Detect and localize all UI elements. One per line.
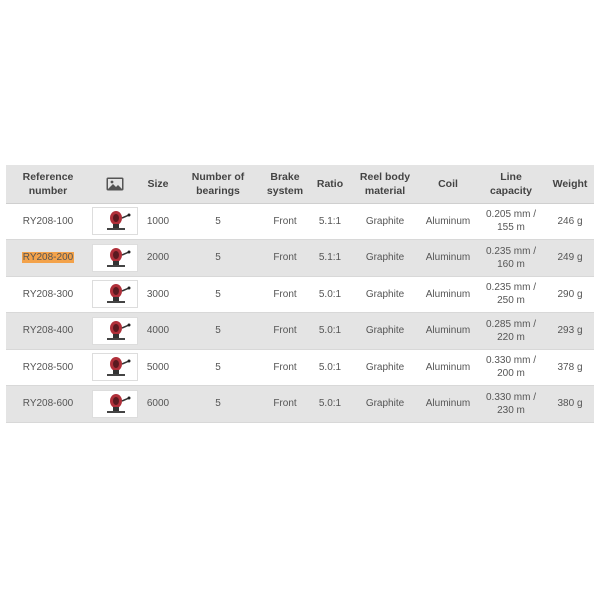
- cell-weight: 378 g: [557, 361, 583, 373]
- cell-size: 1000: [146, 215, 170, 227]
- reference-text: RY208-300: [22, 288, 74, 300]
- cell-ratio: 5.1:1: [318, 252, 342, 264]
- cell-reference: [6, 313, 90, 350]
- header-reference: Reference number: [6, 165, 90, 203]
- line-2: 220 m: [497, 331, 525, 343]
- cell-body: Graphite: [365, 361, 405, 373]
- cell-reference: [6, 203, 90, 240]
- header-image: [90, 165, 140, 203]
- cell-size: 2000: [146, 252, 170, 264]
- cell-weight: 290 g: [557, 288, 583, 300]
- cell-weight: 293 g: [557, 325, 583, 337]
- cell-size: 4000: [146, 325, 170, 337]
- header-ratio: Ratio: [310, 165, 350, 203]
- cell-ratio: 5.0:1: [318, 361, 342, 373]
- cell-reference: [6, 276, 90, 313]
- cell-body: Graphite: [365, 398, 405, 410]
- cell-brake: Front: [273, 361, 297, 373]
- specs-table-container: [6, 165, 594, 423]
- cell-body: Graphite: [365, 215, 405, 227]
- cell-bearings: 5: [215, 288, 221, 300]
- cell-bearings: 5: [215, 252, 221, 264]
- reel-thumbnail[interactable]: [92, 390, 138, 418]
- cell-size: 5000: [146, 361, 170, 373]
- reel-thumbnail[interactable]: [92, 244, 138, 272]
- line-1: 0.285 mm /: [485, 318, 537, 330]
- fishing-reel-icon: [93, 318, 137, 344]
- cell-reference: [6, 240, 90, 277]
- line-2: 160 m: [497, 258, 525, 270]
- cell-coil: Aluminum: [425, 288, 471, 300]
- reel-thumbnail[interactable]: [92, 280, 138, 308]
- fishing-reel-icon: [93, 281, 137, 307]
- header-body: Reel body material: [350, 165, 420, 203]
- cell-body: Graphite: [365, 252, 405, 264]
- table-row: [6, 349, 594, 386]
- cell-size: 3000: [146, 288, 170, 300]
- cell-line: [476, 276, 546, 313]
- cell-image: [90, 240, 140, 277]
- line-2: 250 m: [497, 295, 525, 307]
- reel-thumbnail[interactable]: [92, 353, 138, 381]
- table-row: [6, 203, 594, 240]
- cell-ratio: 5.0:1: [318, 325, 342, 337]
- cell-line: [476, 203, 546, 240]
- line-1: 0.235 mm /: [485, 245, 537, 257]
- reference-text: RY208-200: [22, 252, 74, 264]
- header-coil: Coil: [420, 165, 476, 203]
- fishing-reel-icon: [93, 208, 137, 234]
- line-2: 230 m: [497, 404, 525, 416]
- header-size: Size: [140, 165, 176, 203]
- cell-ratio: 5.0:1: [318, 398, 342, 410]
- cell-line: [476, 240, 546, 277]
- header-bearings: Number of bearings: [176, 165, 260, 203]
- line-1: 0.205 mm /: [485, 209, 537, 221]
- cell-line: [476, 313, 546, 350]
- cell-coil: Aluminum: [425, 398, 471, 410]
- cell-line: [476, 349, 546, 386]
- cell-ratio: 5.1:1: [318, 215, 342, 227]
- cell-weight: 246 g: [557, 215, 583, 227]
- header-row: [6, 165, 594, 203]
- cell-line: [476, 386, 546, 423]
- table-row: [6, 276, 594, 313]
- reel-thumbnail[interactable]: [92, 207, 138, 235]
- fishing-reel-icon: [93, 245, 137, 271]
- cell-image: [90, 313, 140, 350]
- cell-image: [90, 276, 140, 313]
- cell-coil: Aluminum: [425, 252, 471, 264]
- table-row: [6, 386, 594, 423]
- reference-text: RY208-100: [22, 215, 74, 227]
- cell-weight: 249 g: [557, 252, 583, 264]
- cell-bearings: 5: [215, 325, 221, 337]
- cell-reference: [6, 349, 90, 386]
- cell-brake: Front: [273, 252, 297, 264]
- header-line: Line capacity: [476, 165, 546, 203]
- cell-image: [90, 349, 140, 386]
- line-1: 0.330 mm /: [485, 391, 537, 403]
- reference-text: RY208-500: [22, 361, 74, 373]
- cell-coil: Aluminum: [425, 325, 471, 337]
- cell-body: Graphite: [365, 288, 405, 300]
- cell-coil: Aluminum: [425, 361, 471, 373]
- line-1: 0.330 mm /: [485, 355, 537, 367]
- line-1: 0.235 mm /: [485, 282, 537, 294]
- fishing-reel-icon: [93, 354, 137, 380]
- specs-table: [6, 165, 594, 423]
- table-row: [6, 313, 594, 350]
- header-weight: Weight: [546, 165, 594, 203]
- image-icon: [106, 177, 124, 191]
- cell-ratio: 5.0:1: [318, 288, 342, 300]
- cell-brake: Front: [273, 398, 297, 410]
- cell-bearings: 5: [215, 215, 221, 227]
- cell-image: [90, 386, 140, 423]
- line-2: 200 m: [497, 368, 525, 380]
- cell-image: [90, 203, 140, 240]
- cell-brake: Front: [273, 288, 297, 300]
- cell-body: Graphite: [365, 325, 405, 337]
- reference-text: RY208-600: [22, 398, 74, 410]
- header-brake: Brake system: [260, 165, 310, 203]
- cell-reference: [6, 386, 90, 423]
- reference-text: RY208-400: [22, 325, 74, 337]
- table-row: [6, 240, 594, 277]
- cell-size: 6000: [146, 398, 170, 410]
- cell-brake: Front: [273, 325, 297, 337]
- cell-coil: Aluminum: [425, 215, 471, 227]
- cell-brake: Front: [273, 215, 297, 227]
- line-2: 155 m: [497, 222, 525, 234]
- cell-bearings: 5: [215, 361, 221, 373]
- cell-bearings: 5: [215, 398, 221, 410]
- cell-weight: 380 g: [557, 398, 583, 410]
- reel-thumbnail[interactable]: [92, 317, 138, 345]
- fishing-reel-icon: [93, 391, 137, 417]
